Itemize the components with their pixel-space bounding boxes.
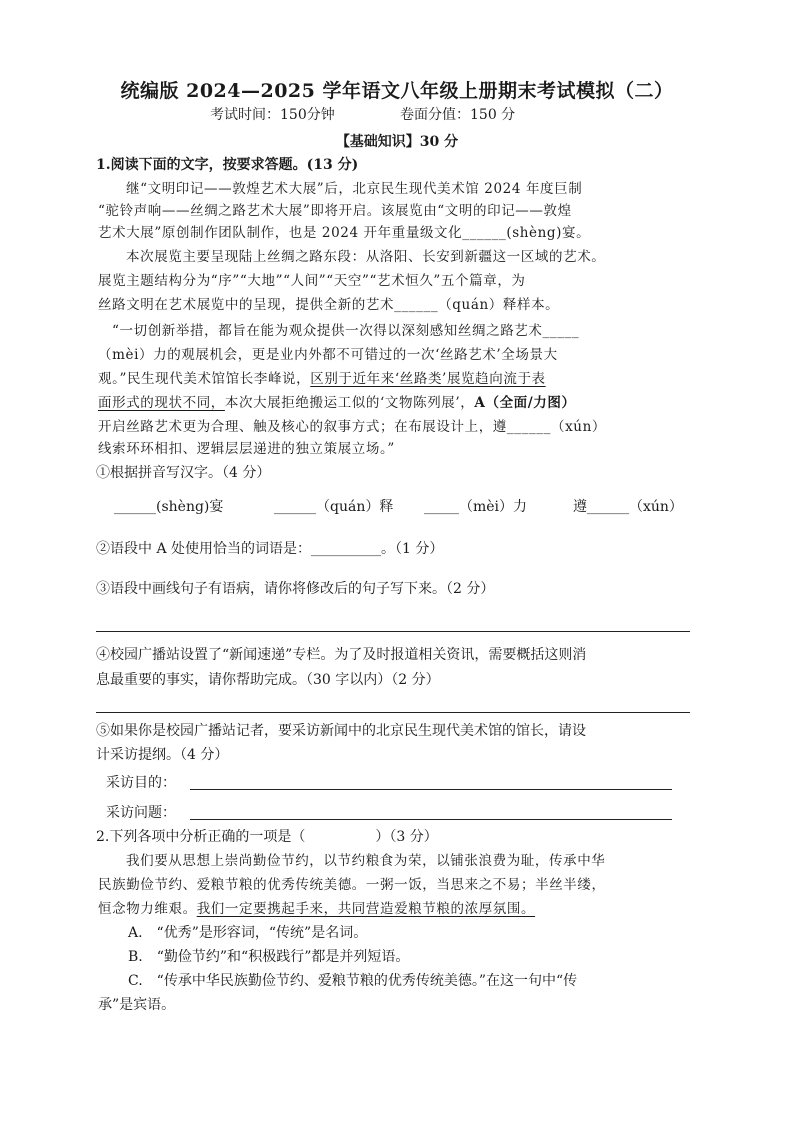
exam-title: 统编版 2024—2025 学年语文八年级上册期末考试模拟（二） (120, 80, 674, 102)
section-heading: 【基础知识】30 分 (335, 134, 459, 150)
answer-line[interactable] (96, 712, 690, 713)
passage-line: 丝路文明在艺术展览中的呈现，提供全新的艺术______（quán）释样本。 (98, 297, 560, 313)
interview-purpose-line[interactable] (190, 789, 672, 790)
subquestion-3: ③语段中画线句子有语病，请你将修改后的句子写下来。（2 分） (96, 581, 495, 597)
exam-score: 卷面分值：150 分 (400, 107, 516, 123)
q2-passage-line: 民族勤俭节约、爱粮节粮的优秀传统美德。一粥一饭，当思来之不易；半丝半缕， (98, 877, 606, 893)
subquestion-5: ⑤如果你是校园广播站记者，要采访新闻中的北京民生现代美术馆的馆长，请设 (96, 723, 586, 739)
passage-line: 线索环环相扣、逻辑层层递进的独立策展立场。” (98, 441, 395, 457)
underlined-sentence: 区别于近年来‘丝路类’展览趋向流于表 (310, 371, 546, 387)
blank-a-options: A（全面/力图） (474, 395, 576, 411)
interview-question-line[interactable] (190, 819, 672, 820)
passage-line: 继“文明印记——敦煌艺术大展”后，北京民生现代美术馆 2024 年度巨制 (126, 181, 583, 197)
passage-line: 本次展览主要呈现陆上丝绸之路东段：从洛阳、长安到新疆这一区域的艺术。 (126, 249, 606, 265)
passage-line: 本次大展拒绝搬运工似的‘文物陈列展’， (224, 395, 475, 411)
option-a[interactable]: A. “优秀”是形容词，“传统”是名词。 (128, 925, 368, 941)
interview-question-label: 采访问题： (106, 805, 176, 821)
option-c[interactable]: C. “传承中华民族勤俭节约、爱粮节粮的优秀传统美德。”在这一句中“传 (128, 973, 578, 989)
q2-underlined-sentence: 我们一定要携起手来，共同营造爱粮节粮的浓厚氛围。 (196, 901, 536, 917)
passage-line: “一切创新举措，都旨在能为观众提供一次得以深刻感知丝绸之路艺术_____ (112, 323, 580, 339)
subquestion-4: ④校园广播站设置了“新闻速递”专栏。为了及时报道相关资讯，需要概括这则消 (96, 647, 587, 663)
interview-purpose-label: 采访目的： (106, 775, 176, 791)
exam-time: 考试时间：150分钟 (210, 107, 335, 123)
question-2-heading: 2.下列各项中分析正确的一项是（ ）（3 分） (96, 829, 438, 845)
passage-line: “驼铃声响——丝绸之路艺术大展”即将开启。该展览由“文明的印记——敦煌 (98, 203, 572, 219)
passage-line: 观。”民生现代美术馆馆长李峰说， (98, 371, 311, 387)
subquestion-2: ②语段中 A 处使用恰当的词语是：__________。（1 分） (96, 541, 444, 557)
passage-line: 艺术大展”原创制作团队制作，也是 2024 开年重量级文化______(shèng)宴。 (98, 225, 591, 241)
passage-line: 开启丝路艺术更为合理、触及核心的叙事方式；在布展设计上，遵______（xún） (98, 419, 607, 435)
option-b[interactable]: B. “勤俭节约”和“积极践行”都是并列短语。 (128, 949, 410, 965)
answer-line[interactable] (96, 631, 690, 632)
q2-passage-line: 我们要从思想上崇尚勤俭节约，以节约粮食为荣，以铺张浪费为耻，传承中华 (126, 853, 606, 869)
pinyin-blank[interactable]: ______（quán）释 (274, 499, 394, 515)
option-c-cont: 承”是宾语。 (98, 997, 176, 1013)
passage-line: （mèi）力的观展机会，更是业内外都不可错过的一次‘丝路艺术’全场景大 (98, 347, 558, 363)
subquestion-4-cont: 息最重要的事实，请你帮助完成。（30 字以内）（2 分） (96, 672, 440, 688)
underlined-sentence: 面形式的现状不同， (98, 395, 225, 411)
pinyin-blank[interactable]: _____（mèi）力 (424, 499, 528, 515)
pinyin-blank[interactable]: 遵______（xún） (573, 499, 683, 515)
subquestion-1: ①根据拼音写汉字。（4 分） (96, 465, 271, 481)
question-1-heading: 1.阅读下面的文字，按要求答题。(13 分) (96, 157, 359, 173)
subquestion-5-cont: 计采访提纲。（4 分） (96, 747, 229, 763)
pinyin-blank[interactable]: ______(shèng)宴 (114, 499, 224, 515)
passage-line: 展览主题结构分为“序”“大地”“人间”“天空”“艺术恒久”五个篇章，为 (98, 273, 526, 289)
q2-passage-line: 恒念物力维艰。 (98, 901, 197, 917)
